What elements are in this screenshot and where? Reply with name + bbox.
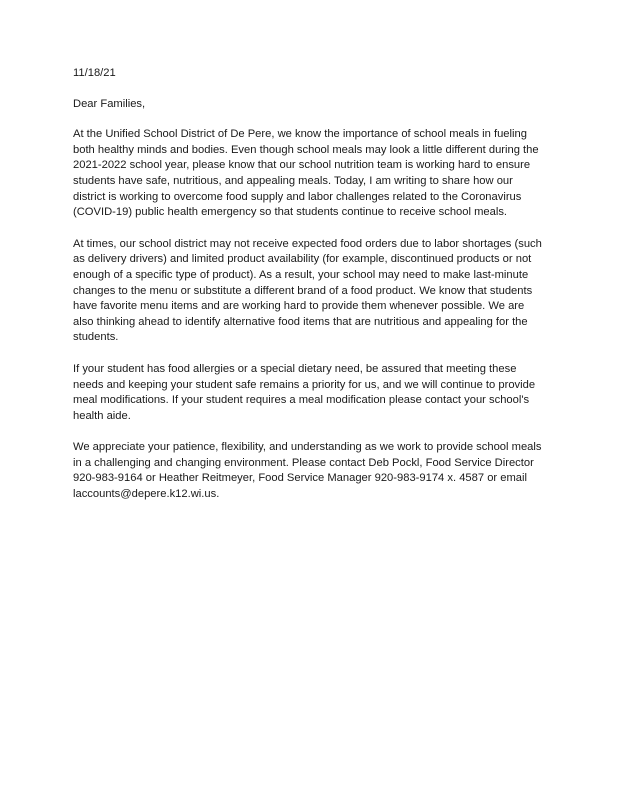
paragraph-supply-challenges: At times, our school district may not receive expected food orders due to labor shortages (such as delivery drivers) and limited product availability (for example, discontinued products or not enough of a specific type of product). As a result, your school may need to make last-minute changes to the menu or substitute a different brand of a food product. We know that students have favorite menu items and are working hard to provide them whenever possible. We are also thinking ahead to identify alternative food items that are nutritious and appealing for the students. [73,237,542,344]
letter-body [73,66,545,519]
paragraph-dietary-needs: If your student has food allergies or a special dietary need, be assured that meeting these needs and keeping your student safe remains a priority for us, and we will continue to provide meal modifications. If your student requires a meal modification please contact your school's health aide. [73,362,536,422]
paragraph-school-meals-intro: At the Unified School District of De Pere, we know the importance of school meals in fueling both healthy minds and bodies. Even though school meals may look a little different during the 2021-2022 school year, please know that our school nutrition team is working hard to ensure students have safe, nutritious, and appealing meals. Today, I am writing to share how our district is working to overcome food supply and labor challenges related to the Coronavirus (COVID-19) public health emergency so that students continue to receive school meals. [73,128,539,219]
letter-date: 11/18/21 [73,67,116,79]
paragraph-contact-info: We appreciate your patience, flexibility, and understanding as we work to provide school meals in a challenging and changing environment. Please contact Deb Pockl, Food Service Director 920-983-9164 or Heather Reitmeyer, Food Service Manager 920-983-9174 x. 4587 or email laccounts@depere.k12.wi.us. [73,441,542,501]
salutation: Dear Families, [73,97,146,110]
